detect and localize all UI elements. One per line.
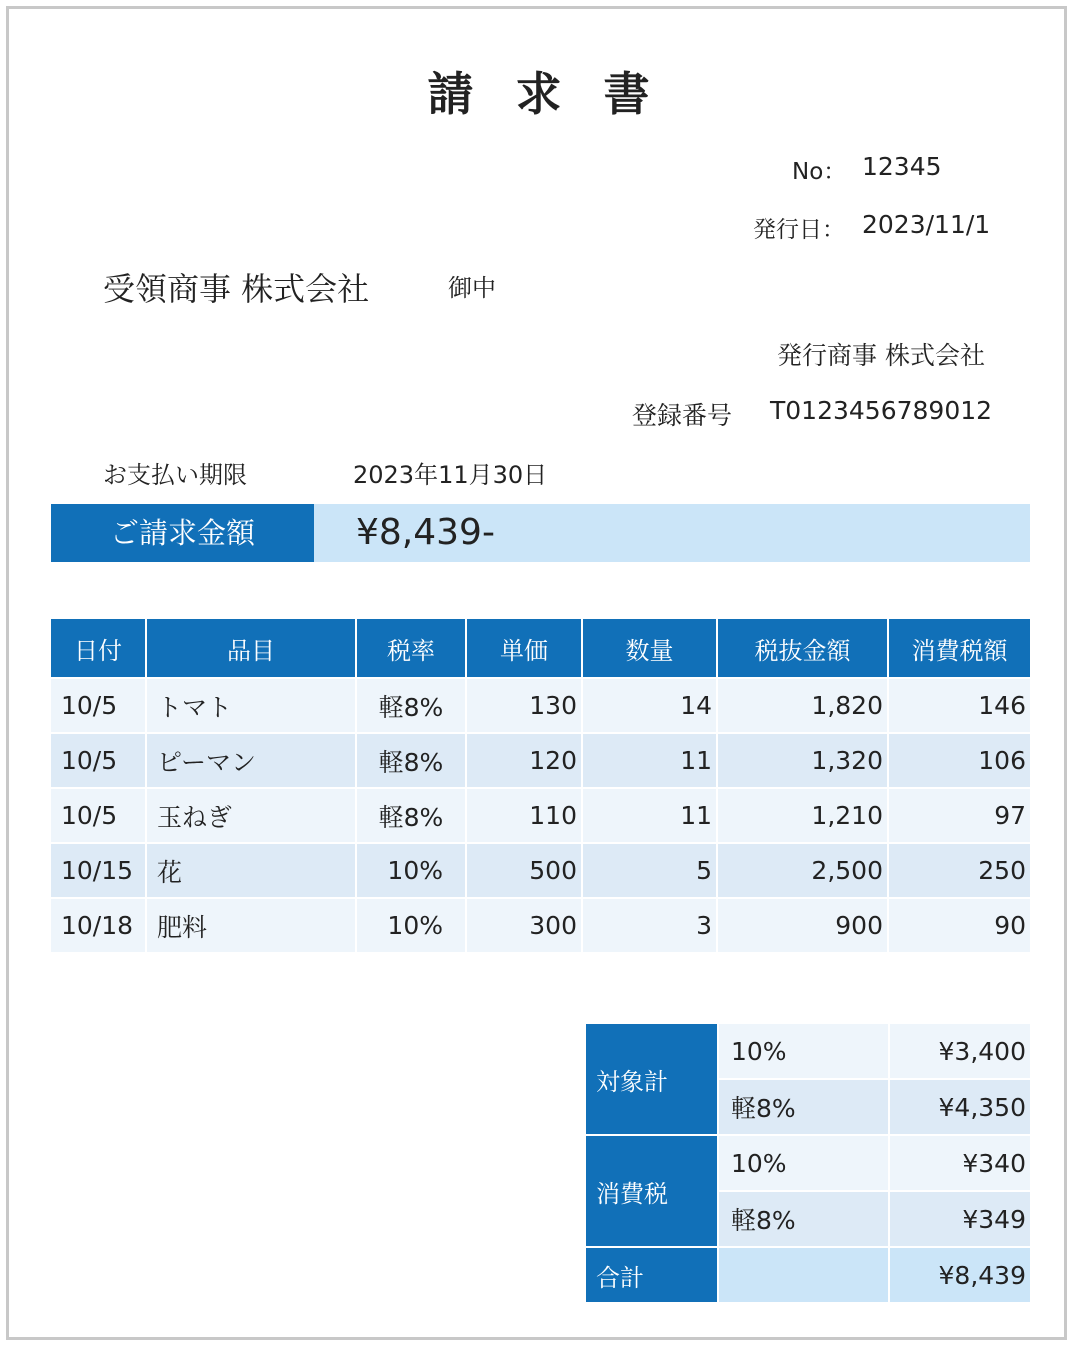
cell-subtotal: 1,820 bbox=[717, 678, 888, 733]
invoice-number: 12345 bbox=[862, 152, 942, 181]
summary-row bbox=[585, 1023, 1031, 1079]
cell-item: 花 bbox=[146, 843, 356, 898]
cell-tax-rate: 軽8% bbox=[356, 733, 466, 788]
taxable-10-rate: 10% bbox=[718, 1023, 889, 1079]
cell-date: 10/18 bbox=[51, 898, 146, 952]
consumption-tax-label: 消費税 bbox=[585, 1135, 718, 1247]
cell-quantity: 11 bbox=[582, 788, 717, 843]
cell-quantity: 11 bbox=[582, 733, 717, 788]
items-header-row bbox=[51, 619, 1030, 678]
cell-unit-price: 130 bbox=[466, 678, 582, 733]
grand-total-blank bbox=[718, 1247, 889, 1303]
summary-total-row bbox=[585, 1247, 1031, 1303]
cell-unit-price: 500 bbox=[466, 843, 582, 898]
document-title: 請求書 bbox=[427, 67, 692, 121]
cell-item: ピーマン bbox=[146, 733, 356, 788]
issuer-name: 発行商事 株式会社 bbox=[777, 341, 985, 370]
header-tax-amount: 消費税額 bbox=[888, 619, 1030, 678]
summary-table bbox=[584, 1022, 1032, 1304]
cell-unit-price: 110 bbox=[466, 788, 582, 843]
cell-tax-amount: 106 bbox=[888, 733, 1030, 788]
cell-quantity: 5 bbox=[582, 843, 717, 898]
cell-quantity: 14 bbox=[582, 678, 717, 733]
cell-subtotal: 1,210 bbox=[717, 788, 888, 843]
table-row bbox=[51, 843, 1030, 898]
cell-subtotal: 2,500 bbox=[717, 843, 888, 898]
client-name: 受領商事 株式会社 bbox=[103, 270, 370, 308]
issue-date-label: 発行日： bbox=[753, 217, 845, 243]
tax-8-amount: ¥349 bbox=[889, 1191, 1031, 1247]
cell-item: 玉ねぎ bbox=[146, 788, 356, 843]
table-row bbox=[51, 898, 1030, 952]
header-item: 品目 bbox=[146, 619, 356, 678]
header-unit-price: 単価 bbox=[466, 619, 582, 678]
due-date-label: お支払い期限 bbox=[103, 461, 247, 489]
cell-tax-amount: 146 bbox=[888, 678, 1030, 733]
cell-tax-rate: 軽8% bbox=[356, 678, 466, 733]
grand-total-label: 合計 bbox=[585, 1247, 718, 1303]
tax-10-rate: 10% bbox=[718, 1135, 889, 1191]
cell-date: 10/5 bbox=[51, 788, 146, 843]
taxable-10-amount: ¥3,400 bbox=[889, 1023, 1031, 1079]
billing-amount-label: ご請求金額 bbox=[51, 504, 314, 562]
table-row bbox=[51, 788, 1030, 843]
table-row bbox=[51, 678, 1030, 733]
invoice-number-label: No： bbox=[792, 159, 847, 185]
taxable-total-label: 対象計 bbox=[585, 1023, 718, 1135]
tax-8-rate: 軽8% bbox=[718, 1191, 889, 1247]
header-tax-rate: 税率 bbox=[356, 619, 466, 678]
cell-unit-price: 120 bbox=[466, 733, 582, 788]
cell-date: 10/15 bbox=[51, 843, 146, 898]
header-date: 日付 bbox=[51, 619, 146, 678]
cell-item: トマト bbox=[146, 678, 356, 733]
cell-tax-rate: 10% bbox=[356, 843, 466, 898]
cell-quantity: 3 bbox=[582, 898, 717, 952]
cell-item: 肥料 bbox=[146, 898, 356, 952]
table-row bbox=[51, 733, 1030, 788]
items-table bbox=[51, 619, 1030, 952]
header-subtotal: 税抜金額 bbox=[717, 619, 888, 678]
issue-date: 2023/11/1 bbox=[862, 210, 991, 239]
grand-total-amount: ¥8,439 bbox=[889, 1247, 1031, 1303]
taxable-8-amount: ¥4,350 bbox=[889, 1079, 1031, 1135]
summary-row bbox=[585, 1135, 1031, 1191]
cell-date: 10/5 bbox=[51, 678, 146, 733]
header-quantity: 数量 bbox=[582, 619, 717, 678]
registration-number: T0123456789012 bbox=[770, 396, 993, 425]
cell-tax-amount: 250 bbox=[888, 843, 1030, 898]
cell-subtotal: 900 bbox=[717, 898, 888, 952]
due-date: 2023年11月30日 bbox=[353, 461, 548, 489]
billing-amount-box bbox=[51, 504, 1030, 562]
cell-tax-rate: 軽8% bbox=[356, 788, 466, 843]
billing-amount-value: ¥8,439- bbox=[356, 512, 495, 553]
taxable-8-rate: 軽8% bbox=[718, 1079, 889, 1135]
cell-tax-amount: 90 bbox=[888, 898, 1030, 952]
cell-subtotal: 1,320 bbox=[717, 733, 888, 788]
client-honorific: 御中 bbox=[448, 274, 496, 302]
cell-tax-amount: 97 bbox=[888, 788, 1030, 843]
cell-date: 10/5 bbox=[51, 733, 146, 788]
registration-label: 登録番号 bbox=[632, 401, 733, 430]
cell-unit-price: 300 bbox=[466, 898, 582, 952]
tax-10-amount: ¥340 bbox=[889, 1135, 1031, 1191]
cell-tax-rate: 10% bbox=[356, 898, 466, 952]
